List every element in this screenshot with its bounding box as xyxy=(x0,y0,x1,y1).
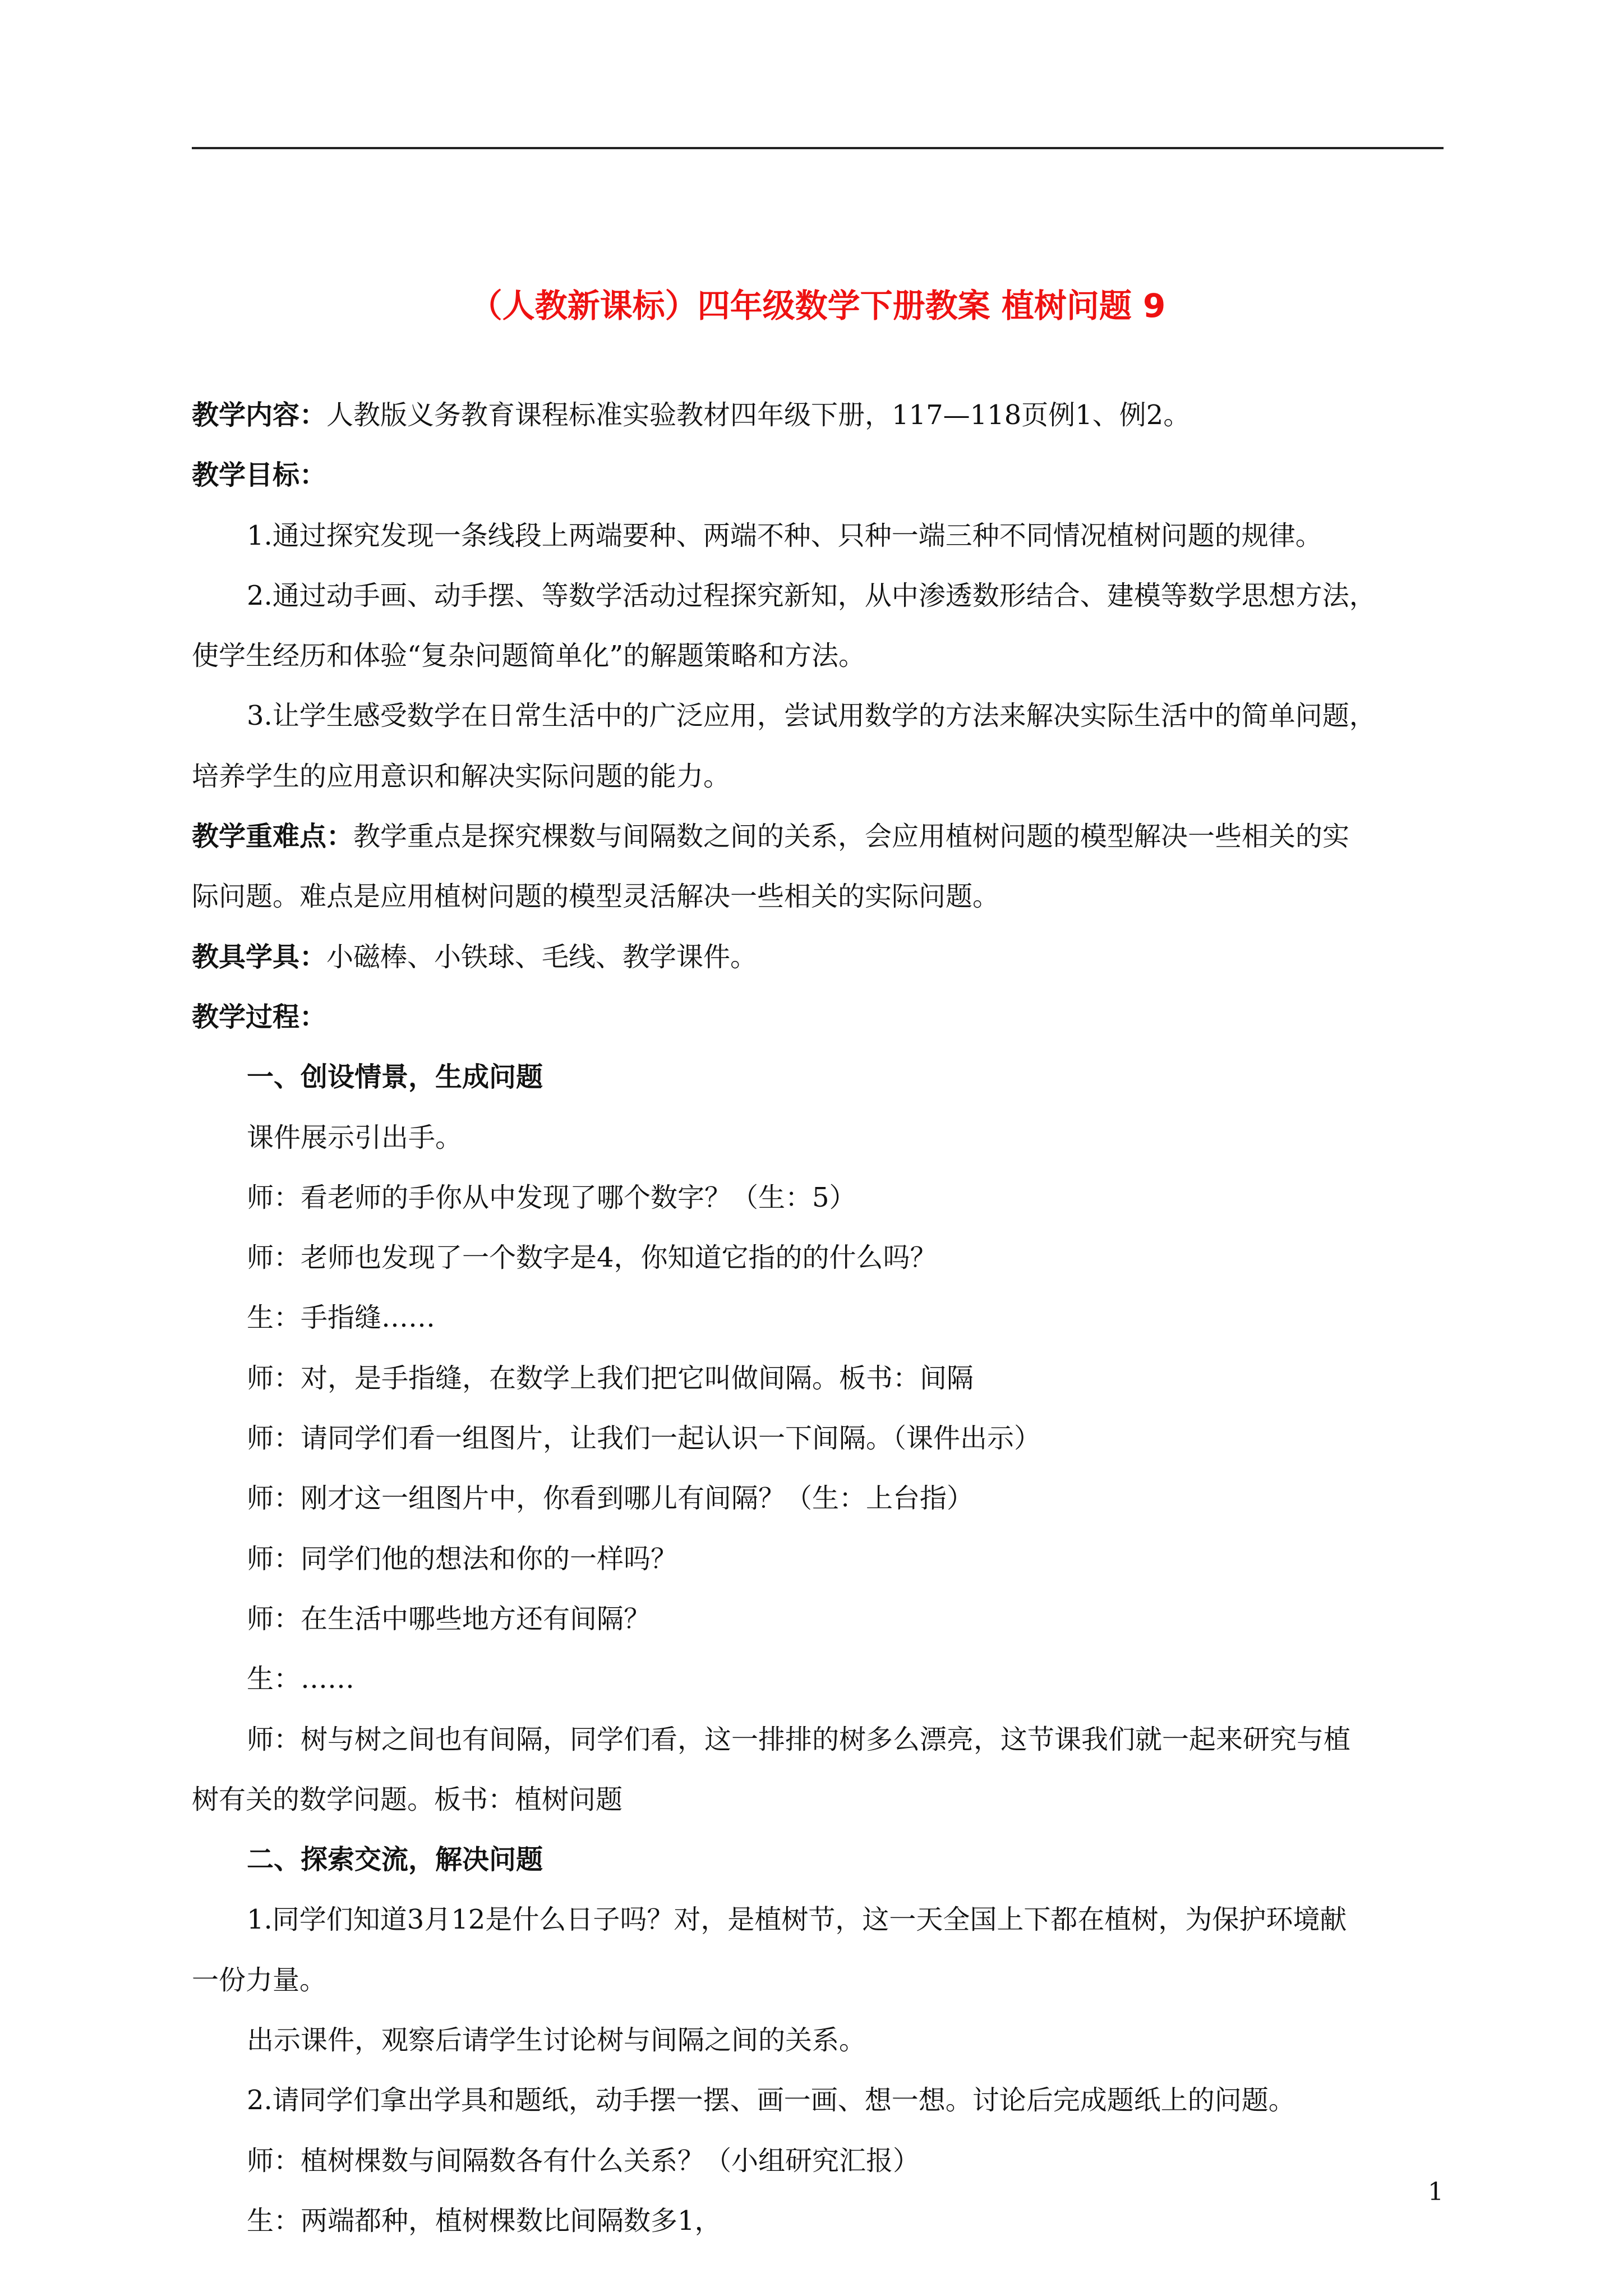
document-body xyxy=(192,398,1444,2264)
teaching-goals-label: 教学目标： xyxy=(192,459,327,491)
teaching-tools-label: 教具学具： xyxy=(192,941,327,973)
goal-2-line-2: 使学生经历和体验“复杂问题简单化”的解题策略和方法。 xyxy=(192,640,866,672)
section-1-line-3: 师：老师也发现了一个数字是4，你知道它指的的什么吗？ xyxy=(247,1242,937,1274)
section-2-line-6: 生：两端都种，植树棵数比间隔数多1， xyxy=(247,2205,722,2237)
goal-3-line-2: 培养学生的应用意识和解决实际问题的能力。 xyxy=(192,760,731,792)
section-1-line-12: 树有关的数学问题。板书：植树问题 xyxy=(192,1783,623,1815)
header-rule xyxy=(192,147,1444,149)
section-1-line-8: 师：同学们他的想法和你的一样吗？ xyxy=(247,1543,678,1575)
document-title: （人教新课标）四年级数学下册教案 植树问题 9 xyxy=(469,287,1166,325)
teaching-content-text: 人教版义务教育课程标准实验教材四年级下册，117—118页例1、例2。 xyxy=(326,399,1191,431)
teaching-process-label: 教学过程： xyxy=(192,1001,327,1033)
section-1-line-4: 生：手指缝…… xyxy=(247,1302,436,1334)
section-2-line-4: 2.请同学们拿出学具和题纸，动手摆一摆、画一画、想一想。讨论后完成题纸上的问题。 xyxy=(247,2085,1295,2116)
page-number: 1 xyxy=(1428,2178,1444,2206)
teaching-tools-text: 小磁棒、小铁球、毛线、教学课件。 xyxy=(326,941,758,973)
goal-3-line-1: 3.让学生感受数学在日常生活中的广泛应用，尝试用数学的方法来解决实际生活中的简单问题， xyxy=(247,700,1376,732)
teaching-goals-line xyxy=(192,458,1444,492)
key-points-label: 教学重难点： xyxy=(192,821,354,853)
section-2-heading: 二、探索交流，解决问题 xyxy=(247,1844,543,1876)
section-1-line-2: 师：看老师的手你从中发现了哪个数字？（生：5） xyxy=(247,1181,856,1213)
section-1-line-5: 师：对，是手指缝，在数学上我们把它叫做间隔。板书：间隔 xyxy=(247,1362,974,1394)
key-points-text: 教学重点是探究棵数与间隔数之间的关系，会应用植树问题的模型解决一些相关的实 xyxy=(353,821,1350,853)
teaching-process-line xyxy=(192,1000,1444,1034)
teaching-tools-line xyxy=(192,940,1444,974)
key-points-line-1 xyxy=(192,820,1444,853)
section-2-line-5: 师：植树棵数与间隔数各有什么关系？（小组研究汇报） xyxy=(247,2145,920,2177)
section-1-line-10: 生：…… xyxy=(247,1663,355,1695)
goal-2-line-1: 2.通过动手画、动手摆、等数学活动过程探究新知，从中渗透数形结合、建模等数学思想方法， xyxy=(247,579,1376,611)
goal-1: 1.通过探究发现一条线段上两端要种、两端不种、只种一端三种不同情况植树问题的规律。 xyxy=(247,519,1322,551)
section-2-line-2: 一份力量。 xyxy=(192,1964,327,1996)
section-1-line-1: 课件展示引出手。 xyxy=(247,1121,463,1153)
teaching-content-label: 教学内容： xyxy=(192,399,327,431)
section-2-line-1: 1.同学们知道3月12是什么日子吗？对，是植树节，这一天全国上下都在植树，为保护环境献 xyxy=(247,1904,1347,1936)
key-points-line-2: 际问题。难点是应用植树问题的模型灵活解决一些相关的实际问题。 xyxy=(192,881,1000,913)
section-1-line-11: 师：树与树之间也有间隔，同学们看，这一排排的树多么漂亮，这节课我们就一起来研究与植 xyxy=(247,1723,1351,1755)
section-1-heading: 一、创设情景，生成问题 xyxy=(247,1061,543,1093)
section-1-line-7: 师：刚才这一组图片中，你看到哪儿有间隔？（生：上台指） xyxy=(247,1483,974,1515)
section-2-line-3: 出示课件，观察后请学生讨论树与间隔之间的关系。 xyxy=(247,2024,866,2056)
section-1-line-6: 师：请同学们看一组图片，让我们一起认识一下间隔。（课件出示） xyxy=(247,1423,1041,1455)
section-1-line-9: 师：在生活中哪些地方还有间隔？ xyxy=(247,1603,651,1635)
teaching-content-line xyxy=(192,398,1444,432)
